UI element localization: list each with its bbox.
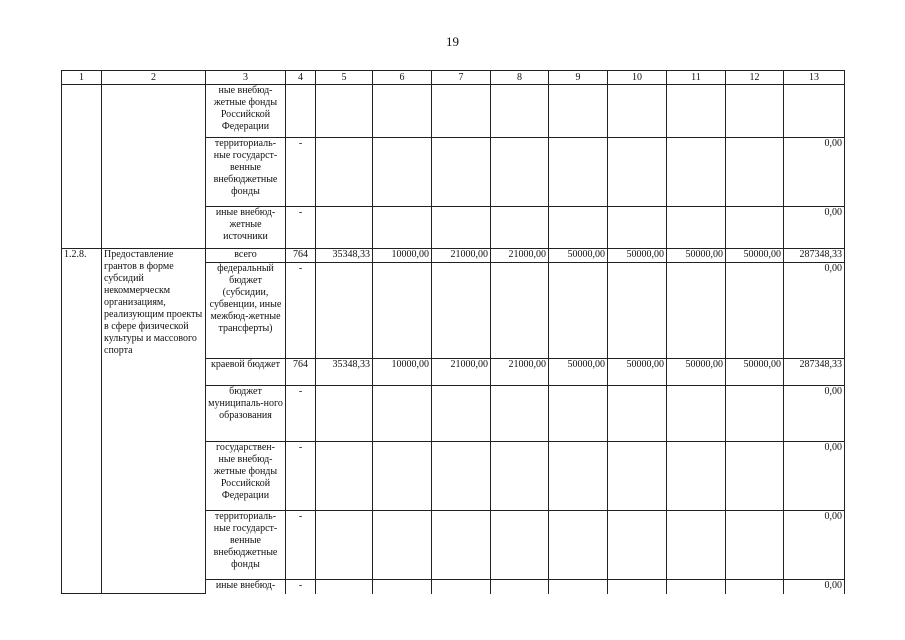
total-cell: 0,00 <box>784 263 845 359</box>
header-cell: 12 <box>726 71 784 85</box>
header-cell: 13 <box>784 71 845 85</box>
value-cell: 50000,00 <box>726 359 784 386</box>
header-cell: 7 <box>432 71 491 85</box>
page-number: 19 <box>446 34 459 49</box>
code-cell <box>286 85 316 138</box>
value-cell: 50000,00 <box>608 249 667 263</box>
total-cell: 0,00 <box>784 386 845 442</box>
budget-table <box>61 70 845 594</box>
code-cell: - <box>286 580 316 594</box>
header-cell: 8 <box>491 71 549 85</box>
code-cell: - <box>286 442 316 511</box>
source-cell: ные внебюд-жетные фонды Российской Федерации <box>206 85 286 138</box>
code-cell: 764 <box>286 359 316 386</box>
source-cell: иные внебюд- <box>206 580 286 594</box>
source-cell: территориаль-ные государст-венные внебюджетные фонды <box>206 511 286 580</box>
total-cell <box>784 85 845 138</box>
source-cell: территориаль-ные государст-венные внебюджетные фонды <box>206 138 286 207</box>
value-cell: 21000,00 <box>491 249 549 263</box>
total-cell: 0,00 <box>784 207 845 249</box>
empty-cell <box>62 85 102 249</box>
value-cell: 35348,33 <box>316 249 373 263</box>
table-row <box>62 249 845 263</box>
table-row <box>62 85 845 138</box>
value-cell: 10000,00 <box>373 249 432 263</box>
source-cell: федеральный бюджет (субсидии, субвенции, иные межбюд-жетные трансферты) <box>206 263 286 359</box>
value-cell: 35348,33 <box>316 359 373 386</box>
source-cell: государствен-ные внебюд-жетные фонды Российской Федерации <box>206 442 286 511</box>
source-cell: иные внебюд-жетные источники <box>206 207 286 249</box>
header-cell: 6 <box>373 71 432 85</box>
total-cell: 287348,33 <box>784 359 845 386</box>
value-cell: 21000,00 <box>491 359 549 386</box>
header-cell: 3 <box>206 71 286 85</box>
value-cell: 10000,00 <box>373 359 432 386</box>
item-number: 1.2.8. <box>62 249 102 594</box>
total-cell: 287348,33 <box>784 249 845 263</box>
header-cell: 1 <box>62 71 102 85</box>
code-cell: - <box>286 138 316 207</box>
header-cell: 2 <box>102 71 206 85</box>
header-cell: 11 <box>667 71 726 85</box>
value-cell: 50000,00 <box>726 249 784 263</box>
header-cell: 5 <box>316 71 373 85</box>
value-cell: 21000,00 <box>432 249 491 263</box>
value-cell: 50000,00 <box>549 249 608 263</box>
code-cell: - <box>286 511 316 580</box>
total-cell: 0,00 <box>784 511 845 580</box>
item-name: Предоставление грантов в форме субсидий некоммерческм организациям, реализующим проекты в сфере физической культуры и массового спорта <box>102 249 206 594</box>
header-cell: 9 <box>549 71 608 85</box>
total-cell: 0,00 <box>784 138 845 207</box>
empty-cell <box>102 85 206 249</box>
code-cell: 764 <box>286 249 316 263</box>
total-cell: 0,00 <box>784 580 845 594</box>
total-cell: 0,00 <box>784 442 845 511</box>
value-cell: 50000,00 <box>549 359 608 386</box>
code-cell: - <box>286 207 316 249</box>
code-cell: - <box>286 263 316 359</box>
code-cell: - <box>286 386 316 442</box>
value-cell: 50000,00 <box>608 359 667 386</box>
source-cell: бюджет муниципаль-ного образования <box>206 386 286 442</box>
source-cell: всего <box>206 249 286 263</box>
header-row <box>62 71 845 85</box>
value-cell: 50000,00 <box>667 249 726 263</box>
header-cell: 4 <box>286 71 316 85</box>
value-cell: 50000,00 <box>667 359 726 386</box>
value-cell: 21000,00 <box>432 359 491 386</box>
header-cell: 10 <box>608 71 667 85</box>
source-cell: краевой бюджет <box>206 359 286 386</box>
